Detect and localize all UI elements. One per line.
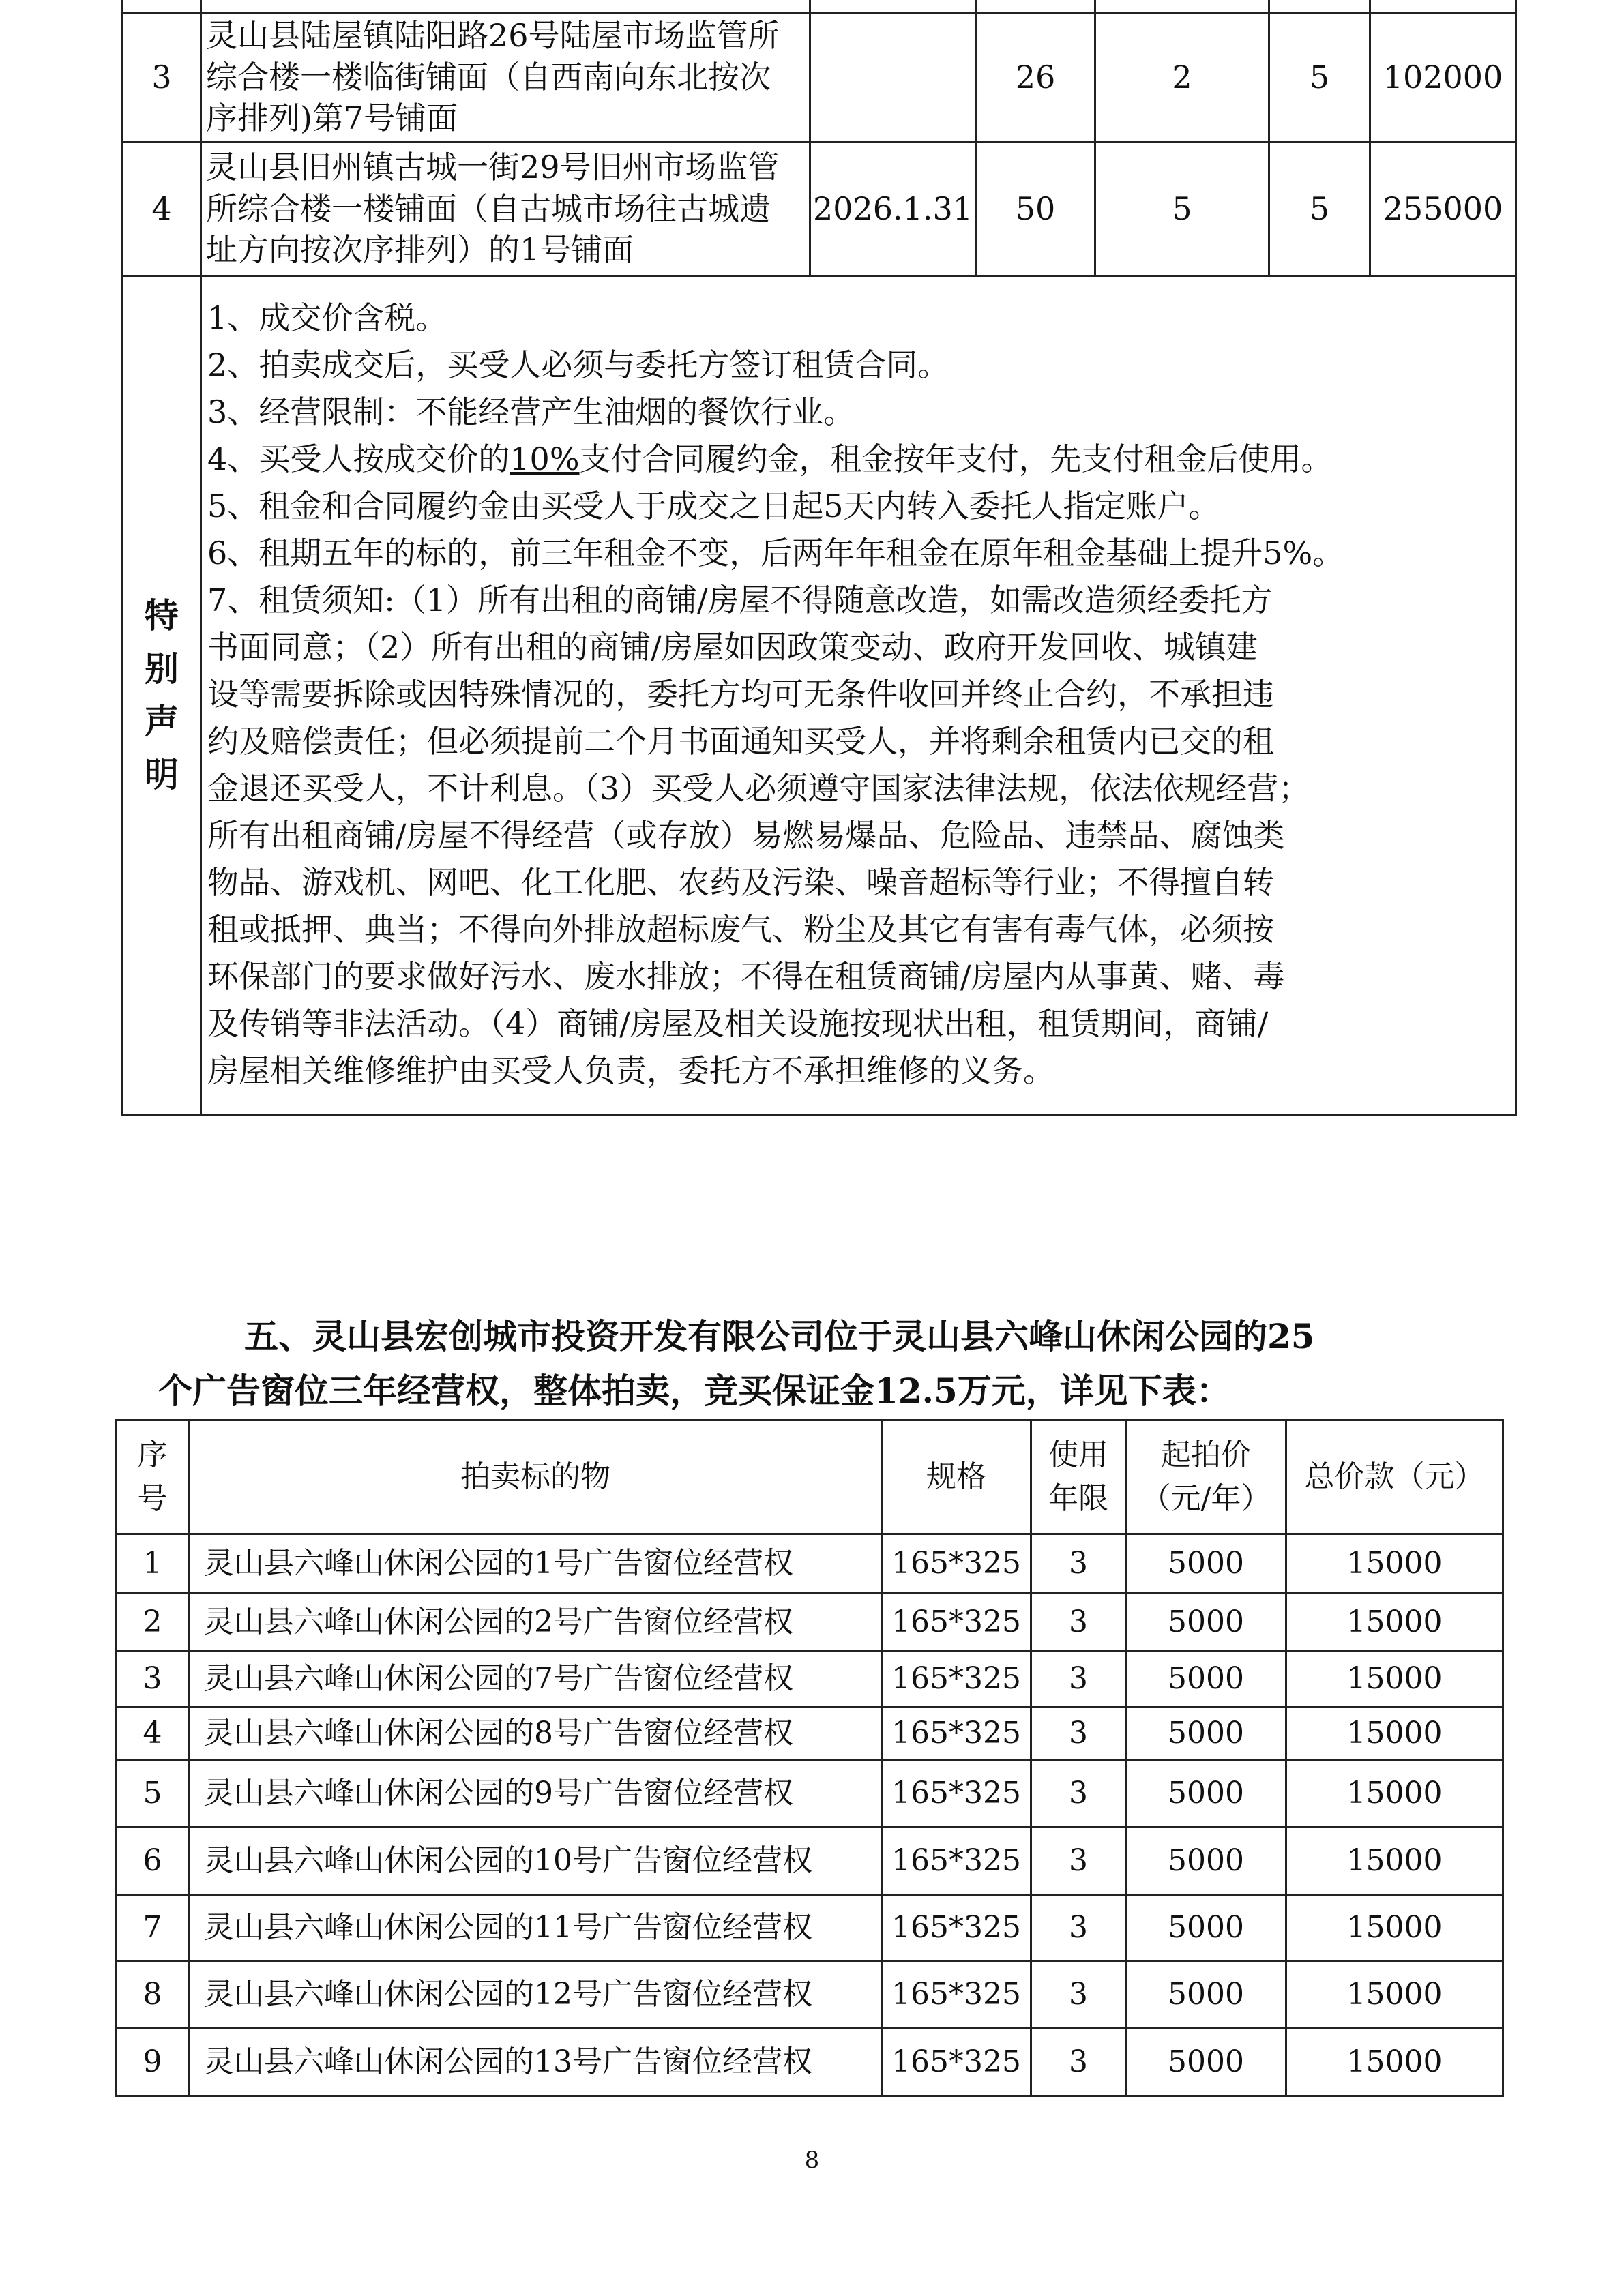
section-five-heading xyxy=(121,1309,1506,1418)
price-cell: 5000 xyxy=(1126,1652,1286,1708)
table-row xyxy=(116,1760,1503,1828)
row-number: 8 xyxy=(116,1961,190,2029)
item-cell: 灵山县六峰山休闲公园的7号广告窗位经营权 xyxy=(190,1652,882,1708)
item-cell: 灵山县六峰山休闲公园的8号广告窗位经营权 xyxy=(190,1708,882,1760)
total-cell: 15000 xyxy=(1286,1896,1503,1961)
note-7-line: 房屋相关维修维护由买受人负责，委托方不承担维修的义务。 xyxy=(207,1052,1054,1089)
table-header-row xyxy=(116,1420,1503,1534)
row-number: 4 xyxy=(123,142,201,275)
desc-line: 序排列)第7号铺面 xyxy=(206,100,458,137)
note-2: 2、拍卖成交后，买受人必须与委托方签订租赁合同。 xyxy=(207,346,949,383)
note-7-line: 7、租赁须知:（1）所有出租的商铺/房屋不得随意改造，如需改造须经委托方 xyxy=(207,581,1273,618)
notes-content xyxy=(201,275,1516,1114)
note-7-line: 所有出租商铺/房屋不得经营（或存放）易燃易爆品、危险品、违禁品、腐蚀类 xyxy=(207,816,1285,854)
deposit-percent: 10% xyxy=(510,440,580,477)
desc-line: 所综合楼一楼铺面（自古城市场往古城遗 xyxy=(206,190,771,227)
item-cell: 灵山县六峰山休闲公园的2号广告窗位经营权 xyxy=(190,1594,882,1652)
note-7-line: 金退还买受人，不计利息。（3）买受人必须遵守国家法律法规，依法依规经营； xyxy=(207,769,1310,807)
price-cell: 2 xyxy=(1095,12,1269,142)
total-cell: 15000 xyxy=(1286,1708,1503,1760)
row-number: 5 xyxy=(116,1760,190,1828)
table-top-cut-row xyxy=(123,0,1516,12)
years-cell: 3 xyxy=(1031,1896,1126,1961)
item-cell: 灵山县六峰山休闲公园的11号广告窗位经营权 xyxy=(190,1896,882,1961)
note-4: 4、买受人按成交价的10%支付合同履约金，租金按年支付，先支付租金后使用。 xyxy=(207,440,1333,477)
note-5: 5、租金和合同履约金由买受人于成交之日起5天内转入委托人指定账户。 xyxy=(207,487,1220,524)
price-cell: 5000 xyxy=(1126,1534,1286,1594)
spec-cell: 165*325 xyxy=(882,1961,1031,2029)
total-cell: 15000 xyxy=(1286,1961,1503,2029)
row-number: 9 xyxy=(116,2029,190,2096)
desc-line: 灵山县陆屋镇陆阳路26号陆屋市场监管所 xyxy=(206,16,780,54)
table-row xyxy=(116,2029,1503,2096)
spec-cell: 165*325 xyxy=(882,1828,1031,1896)
total-cell: 15000 xyxy=(1286,1760,1503,1828)
deadline-cell xyxy=(810,12,976,142)
row-number: 3 xyxy=(123,12,201,142)
row-number: 3 xyxy=(116,1652,190,1708)
price-cell: 5000 xyxy=(1126,1708,1286,1760)
years-cell: 3 xyxy=(1031,2029,1126,2096)
header-no: 序 号 xyxy=(116,1420,190,1534)
note-1: 1、成交价含税。 xyxy=(207,299,447,336)
desc-line: 灵山县旧州镇古城一街29号旧州市场监管 xyxy=(206,148,780,185)
item-cell: 灵山县六峰山休闲公园的9号广告窗位经营权 xyxy=(190,1760,882,1828)
table-row xyxy=(123,142,1516,275)
note-7-line: 环保部门的要求做好污水、废水排放；不得在租赁商铺/房屋内从事黄、赌、毒 xyxy=(207,957,1285,995)
table-row xyxy=(116,1828,1503,1896)
total-cell: 15000 xyxy=(1286,1652,1503,1708)
table-row xyxy=(116,1896,1503,1961)
years-cell: 3 xyxy=(1031,1760,1126,1828)
table-row xyxy=(123,12,1516,142)
table-row xyxy=(116,1534,1503,1594)
note-7-line: 约及赔偿责任；但必须提前二个月书面通知买受人，并将剩余租赁内已交的租 xyxy=(207,722,1274,760)
header-spec: 规格 xyxy=(882,1420,1031,1534)
table-row xyxy=(116,1594,1503,1652)
desc-line: 综合楼一楼临街铺面（自西南向东北按次 xyxy=(206,58,771,95)
note-7-line: 设等需要拆除或因特殊情况的，委托方均可无条件收回并终止合约，不承担违 xyxy=(207,675,1274,713)
spec-cell: 165*325 xyxy=(882,1760,1031,1828)
table-row xyxy=(116,1961,1503,2029)
price-cell: 5000 xyxy=(1126,1828,1286,1896)
lot-description xyxy=(201,142,810,275)
price-cell: 5000 xyxy=(1126,2029,1286,2096)
spec-cell: 165*325 xyxy=(882,1896,1031,1961)
note-7-line: 租或抵押、典当；不得向外排放超标废气、粉尘及其它有害有毒气体，必须按 xyxy=(207,910,1274,948)
note-6: 6、租期五年的标的，前三年租金不变，后两年年租金在原年租金基础上提升5%。 xyxy=(207,534,1344,571)
price-cell: 5000 xyxy=(1126,1594,1286,1652)
row-number: 6 xyxy=(116,1828,190,1896)
item-cell: 灵山县六峰山休闲公园的13号广告窗位经营权 xyxy=(190,2029,882,2096)
lot-description xyxy=(201,12,810,142)
row-number: 7 xyxy=(116,1896,190,1961)
notes-label-cell xyxy=(123,275,201,1114)
years-cell: 3 xyxy=(1031,1961,1126,2029)
heading-line-1: 五、灵山县宏创城市投资开发有限公司位于灵山县六峰山休闲公园的25 xyxy=(244,1316,1315,1356)
spec-cell: 165*325 xyxy=(882,1534,1031,1594)
page-number: 8 xyxy=(804,2147,820,2174)
years-cell: 3 xyxy=(1031,1652,1126,1708)
spec-cell: 165*325 xyxy=(882,2029,1031,2096)
item-cell: 灵山县六峰山休闲公园的10号广告窗位经营权 xyxy=(190,1828,882,1896)
item-cell: 灵山县六峰山休闲公园的1号广告窗位经营权 xyxy=(190,1534,882,1594)
table-row xyxy=(116,1652,1503,1708)
area-cell: 26 xyxy=(976,12,1095,142)
total-cell: 102000 xyxy=(1370,12,1516,142)
years-cell: 3 xyxy=(1031,1534,1126,1594)
total-cell: 15000 xyxy=(1286,1534,1503,1594)
notes-label: 特 别 声 明 xyxy=(145,595,179,794)
years-cell: 5 xyxy=(1269,12,1370,142)
lot-table-continued xyxy=(121,0,1517,1116)
years-cell: 3 xyxy=(1031,1708,1126,1760)
header-years: 使用 年限 xyxy=(1031,1420,1126,1534)
header-total: 总价款（元） xyxy=(1286,1420,1503,1534)
header-price: 起拍价 （元/年） xyxy=(1126,1420,1286,1534)
desc-line: 址方向按次序排列）的1号铺面 xyxy=(206,231,634,269)
price-cell: 5000 xyxy=(1126,1896,1286,1961)
spec-cell: 165*325 xyxy=(882,1594,1031,1652)
spec-cell: 165*325 xyxy=(882,1708,1031,1760)
price-cell: 5000 xyxy=(1126,1961,1286,2029)
total-cell: 255000 xyxy=(1370,142,1516,275)
years-cell: 3 xyxy=(1031,1828,1126,1896)
ad-window-table xyxy=(115,1419,1504,2097)
row-number: 4 xyxy=(116,1708,190,1760)
years-cell: 5 xyxy=(1269,142,1370,275)
table-row xyxy=(116,1708,1503,1760)
row-number: 1 xyxy=(116,1534,190,1594)
note-7-line: 书面同意；（2）所有出租的商铺/房屋如因政策变动、政府开发回收、城镇建 xyxy=(207,628,1258,666)
spec-cell: 165*325 xyxy=(882,1652,1031,1708)
special-notes-row xyxy=(123,275,1516,1114)
header-item: 拍卖标的物 xyxy=(190,1420,882,1534)
item-cell: 灵山县六峰山休闲公园的12号广告窗位经营权 xyxy=(190,1961,882,2029)
deadline-cell: 2026.1.31 xyxy=(810,142,976,275)
area-cell: 50 xyxy=(976,142,1095,275)
price-cell: 5 xyxy=(1095,142,1269,275)
note-3: 3、经营限制：不能经营产生油烟的餐饮行业。 xyxy=(207,393,855,430)
note-7-line: 物品、游戏机、网吧、化工化肥、农药及污染、噪音超标等行业；不得擅自转 xyxy=(207,863,1274,901)
total-cell: 15000 xyxy=(1286,2029,1503,2096)
row-number: 2 xyxy=(116,1594,190,1652)
heading-line-2: 个广告窗位三年经营权，整体拍卖，竞买保证金12.5万元，详见下表： xyxy=(158,1371,1230,1411)
price-cell: 5000 xyxy=(1126,1760,1286,1828)
total-cell: 15000 xyxy=(1286,1594,1503,1652)
total-cell: 15000 xyxy=(1286,1828,1503,1896)
note-7-line: 及传销等非法活动。（4）商铺/房屋及相关设施按现状出租，租赁期间，商铺/ xyxy=(207,1004,1269,1042)
years-cell: 3 xyxy=(1031,1594,1126,1652)
